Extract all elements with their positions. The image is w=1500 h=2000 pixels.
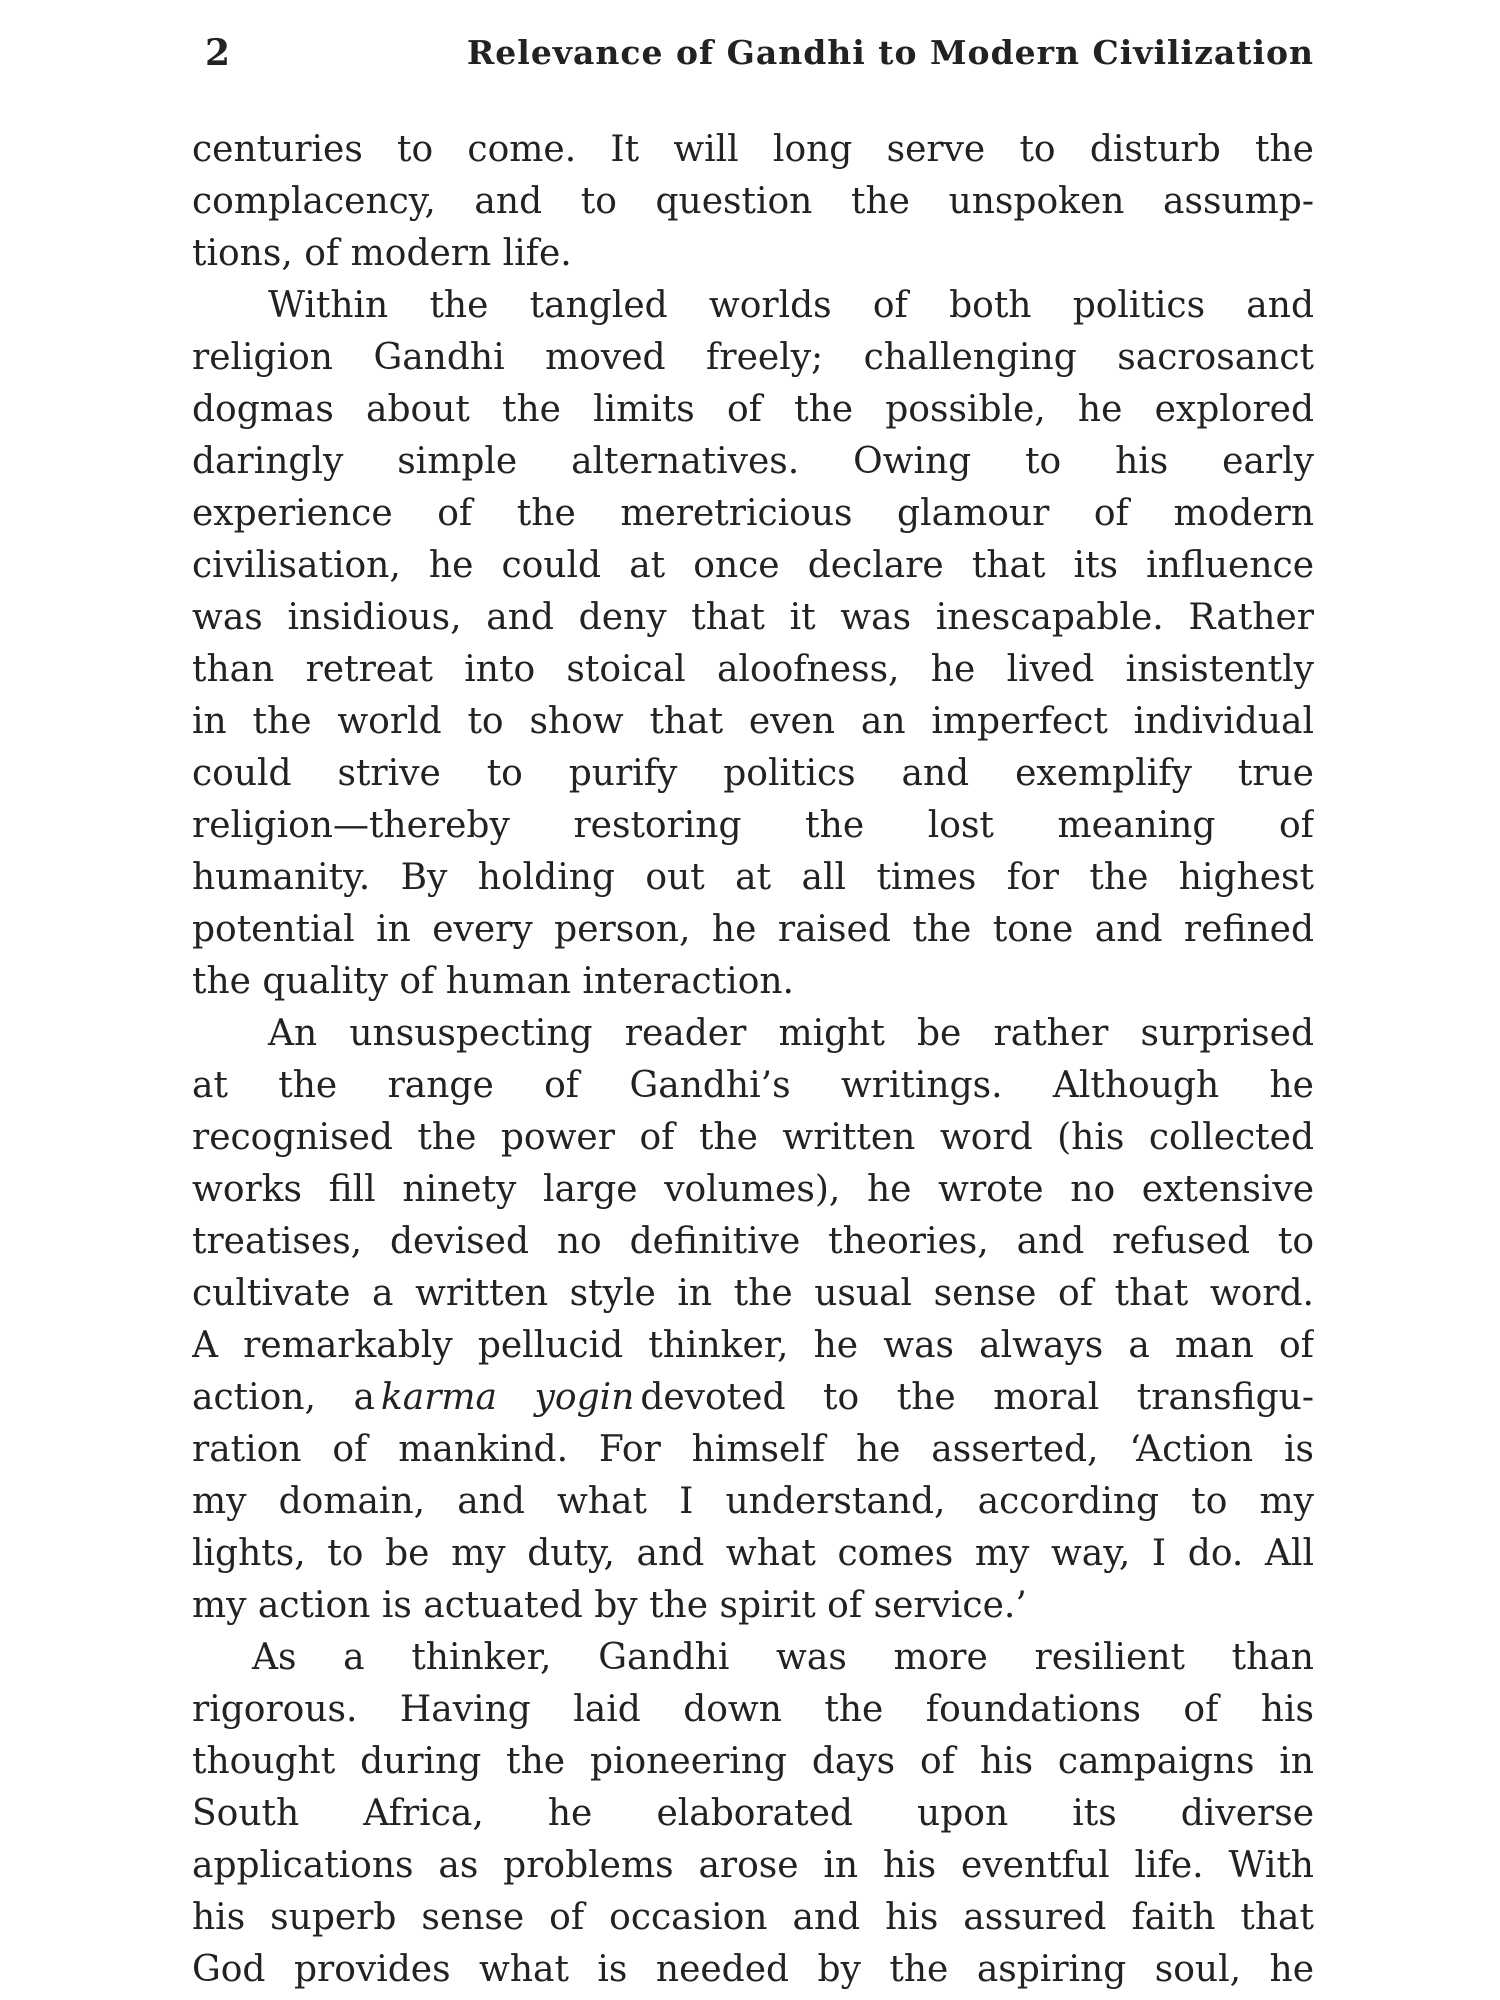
text-line: centuries to come. It will long serve to disturb the — [192, 129, 1314, 170]
page-number: 2 — [205, 32, 231, 74]
paragraph-first-line: Within the tangled worlds of both politics and — [268, 285, 1314, 326]
text-line: recognised the power of the written word (his collected — [192, 1117, 1314, 1158]
text-line: cultivate a written style in the usual sense of that word. — [192, 1273, 1314, 1314]
text-line: lights, to be my duty, and what comes my way, I do. All — [192, 1533, 1314, 1574]
text-line: religion—thereby restoring the lost meaning of — [192, 805, 1314, 846]
text-line: God provides what is needed by the aspiring soul, he — [192, 1949, 1314, 1990]
paragraph-first-line: As a thinker, Gandhi was more resilient than — [252, 1637, 1314, 1678]
text-line: tions, of modern life. — [192, 233, 572, 274]
text-line: in the world to show that even an imperfect individual — [192, 701, 1314, 742]
text-line: works fill ninety large volumes), he wrote no extensive — [192, 1169, 1314, 1210]
text-line: civilisation, he could at once declare that its influence — [192, 545, 1314, 586]
text-line: my action is actuated by the spirit of service.’ — [192, 1585, 1027, 1626]
text-line-with-italic — [192, 1372, 1314, 1424]
body-text — [192, 124, 1314, 1996]
text-line: his superb sense of occasion and his assured faith that — [192, 1897, 1314, 1938]
text-line: religion Gandhi moved freely; challenging sacrosanct — [192, 337, 1314, 378]
paragraph-first-line: An unsuspecting reader might be rather surprised — [268, 1013, 1314, 1054]
text-line: South Africa, he elaborated upon its diverse — [192, 1793, 1314, 1834]
text-line: ration of mankind. For himself he asserted, ‘Action is — [192, 1429, 1314, 1470]
text-line: applications as problems arose in his eventful life. With — [192, 1845, 1314, 1886]
text-segment: action, a — [192, 1377, 375, 1418]
text-line: at the range of Gandhi’s writings. Although he — [192, 1065, 1314, 1106]
text-line: daringly simple alternatives. Owing to his early — [192, 441, 1314, 482]
running-header — [205, 28, 1314, 78]
text-line: the quality of human interaction. — [192, 961, 794, 1002]
text-line: treatises, devised no definitive theories, and refused to — [192, 1221, 1314, 1262]
text-line: complacency, and to question the unspoken assump- — [192, 181, 1314, 222]
text-line: dogmas about the limits of the possible, he explored — [192, 389, 1314, 430]
text-line: thought during the pioneering days of his campaigns in — [192, 1741, 1314, 1782]
text-line: than retreat into stoical aloofness, he lived insistently — [192, 649, 1314, 690]
text-line: rigorous. Having laid down the foundations of his — [192, 1689, 1314, 1730]
text-line: A remarkably pellucid thinker, he was always a man of — [192, 1325, 1314, 1366]
text-line: my domain, and what I understand, according to my — [192, 1481, 1314, 1522]
italic-term: karma yogin — [380, 1377, 635, 1418]
text-line: was insidious, and deny that it was inescapable. Rather — [192, 597, 1314, 638]
text-line: could strive to purify politics and exemplify true — [192, 753, 1314, 794]
text-segment: devoted to the moral transfigu- — [640, 1377, 1314, 1418]
text-line: potential in every person, he raised the tone and refined — [192, 909, 1314, 950]
text-line: humanity. By holding out at all times for the highest — [192, 857, 1314, 898]
running-title: Relevance of Gandhi to Modern Civilization — [466, 33, 1314, 72]
text-line: experience of the meretricious glamour of modern — [192, 493, 1314, 534]
